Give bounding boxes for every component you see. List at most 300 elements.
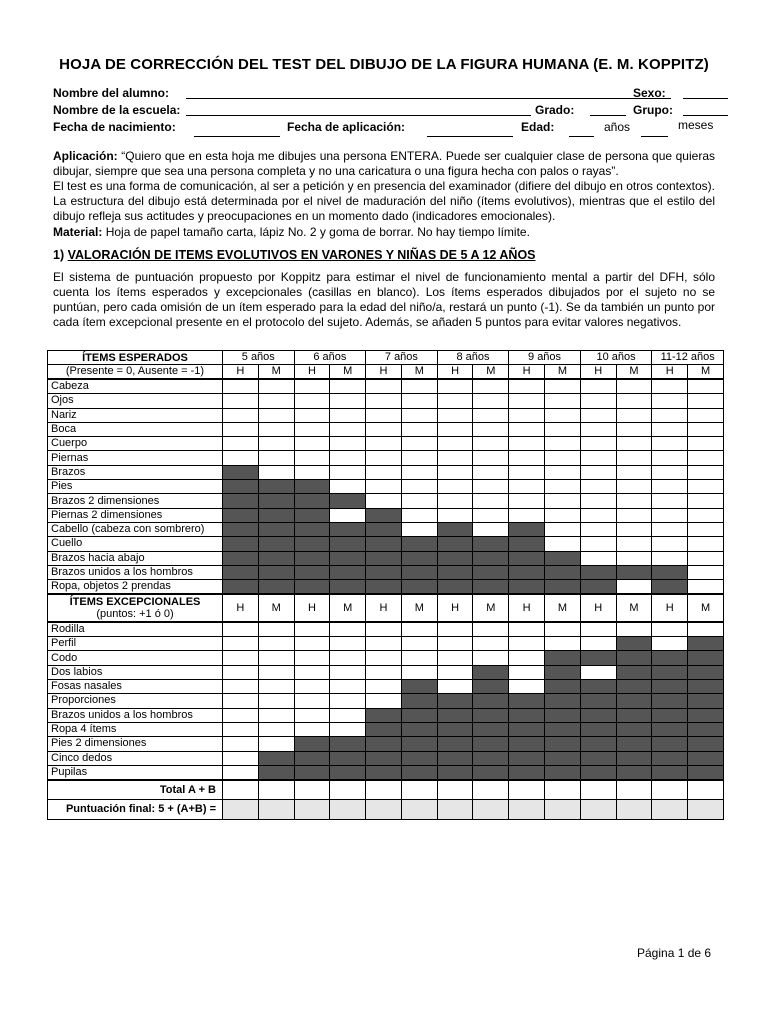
shaded-cell (545, 665, 581, 679)
score-cell[interactable] (652, 422, 688, 436)
score-cell[interactable] (580, 451, 616, 465)
score-cell[interactable] (509, 494, 545, 508)
score-cell[interactable] (580, 422, 616, 436)
score-cell[interactable] (688, 422, 724, 436)
final-score-cell[interactable] (437, 800, 473, 820)
sex-header: M (545, 594, 581, 622)
shaded-cell (330, 737, 366, 751)
score-cell[interactable] (294, 437, 330, 451)
score-cell[interactable] (437, 451, 473, 465)
score-cell[interactable] (294, 379, 330, 394)
final-score-cell[interactable] (545, 800, 581, 820)
final-score-cell[interactable] (223, 800, 259, 820)
score-cell[interactable] (509, 451, 545, 465)
score-cell[interactable] (366, 394, 402, 408)
final-score-cell[interactable] (473, 800, 509, 820)
score-cell[interactable] (616, 494, 652, 508)
score-cell[interactable] (580, 551, 616, 565)
shaded-cell (330, 551, 366, 565)
score-cell[interactable] (688, 622, 724, 637)
score-cell[interactable] (294, 680, 330, 694)
score-cell[interactable] (330, 394, 366, 408)
item-label: Piernas (48, 451, 223, 465)
shaded-cell (688, 765, 724, 780)
aplicacion-label: Aplicación: (53, 149, 118, 163)
score-cell[interactable] (545, 494, 581, 508)
score-cell[interactable] (437, 379, 473, 394)
score-cell[interactable] (580, 437, 616, 451)
score-cell[interactable] (652, 480, 688, 494)
score-cell[interactable] (330, 465, 366, 479)
score-cell[interactable] (473, 394, 509, 408)
score-cell[interactable] (258, 680, 294, 694)
shaded-cell (545, 708, 581, 722)
score-cell[interactable] (616, 451, 652, 465)
total-cell[interactable] (473, 780, 509, 800)
score-cell[interactable] (223, 622, 259, 637)
score-cell[interactable] (437, 437, 473, 451)
score-cell[interactable] (401, 508, 437, 522)
score-cell[interactable] (437, 680, 473, 694)
score-cell[interactable] (688, 551, 724, 565)
score-cell[interactable] (652, 551, 688, 565)
score-cell[interactable] (616, 508, 652, 522)
final-score-cell[interactable] (294, 800, 330, 820)
score-cell[interactable] (580, 465, 616, 479)
fecha-aplicacion-field[interactable] (427, 124, 513, 137)
final-score-cell[interactable] (580, 800, 616, 820)
score-cell[interactable] (616, 580, 652, 595)
score-cell[interactable] (473, 508, 509, 522)
shaded-cell (652, 751, 688, 765)
score-cell[interactable] (580, 522, 616, 536)
score-cell[interactable] (688, 394, 724, 408)
total-cell[interactable] (294, 780, 330, 800)
score-cell[interactable] (652, 622, 688, 637)
score-cell[interactable] (258, 408, 294, 422)
score-cell[interactable] (294, 451, 330, 465)
score-cell[interactable] (509, 379, 545, 394)
score-cell[interactable] (509, 665, 545, 679)
score-cell[interactable] (688, 465, 724, 479)
score-cell[interactable] (545, 508, 581, 522)
score-cell[interactable] (223, 394, 259, 408)
score-cell[interactable] (258, 394, 294, 408)
score-cell[interactable] (437, 408, 473, 422)
final-score-cell[interactable] (652, 800, 688, 820)
score-cell[interactable] (401, 465, 437, 479)
score-cell[interactable] (437, 622, 473, 637)
score-cell[interactable] (509, 622, 545, 637)
score-cell[interactable] (366, 694, 402, 708)
score-cell[interactable] (509, 394, 545, 408)
score-cell[interactable] (437, 508, 473, 522)
score-cell[interactable] (509, 680, 545, 694)
shaded-cell (580, 708, 616, 722)
item-row (48, 480, 724, 494)
score-cell[interactable] (688, 522, 724, 536)
total-cell[interactable] (580, 780, 616, 800)
score-cell[interactable] (294, 694, 330, 708)
score-cell[interactable] (294, 422, 330, 436)
sex-header: M (473, 594, 509, 622)
score-cell[interactable] (401, 422, 437, 436)
score-cell[interactable] (545, 451, 581, 465)
score-cell[interactable] (509, 422, 545, 436)
score-cell[interactable] (652, 494, 688, 508)
score-cell[interactable] (401, 437, 437, 451)
score-cell[interactable] (688, 379, 724, 394)
shaded-cell (616, 765, 652, 780)
score-cell[interactable] (545, 637, 581, 651)
score-cell[interactable] (616, 522, 652, 536)
score-cell[interactable] (688, 408, 724, 422)
score-cell[interactable] (580, 637, 616, 651)
score-cell[interactable] (688, 508, 724, 522)
score-cell[interactable] (258, 622, 294, 637)
score-cell[interactable] (437, 637, 473, 651)
score-cell[interactable] (545, 379, 581, 394)
total-cell[interactable] (258, 780, 294, 800)
score-cell[interactable] (437, 651, 473, 665)
score-cell[interactable] (330, 437, 366, 451)
shaded-cell (473, 565, 509, 579)
score-cell[interactable] (401, 665, 437, 679)
score-cell[interactable] (509, 508, 545, 522)
score-cell[interactable] (366, 665, 402, 679)
shaded-cell (437, 580, 473, 595)
score-cell[interactable] (652, 437, 688, 451)
score-cell[interactable] (580, 665, 616, 679)
score-cell[interactable] (366, 422, 402, 436)
nombre-escuela-field[interactable] (186, 103, 531, 116)
score-cell[interactable] (509, 408, 545, 422)
section-title: VALORACIÓN DE ITEMS EVOLUTIVOS EN VARONES Y NIÑAS DE 5 A 12 AÑOS (67, 248, 536, 262)
score-cell[interactable] (223, 708, 259, 722)
score-cell[interactable] (473, 494, 509, 508)
grupo-field[interactable] (683, 103, 728, 116)
item-row (48, 451, 724, 465)
score-cell[interactable] (330, 508, 366, 522)
score-cell[interactable] (652, 379, 688, 394)
item-label: Fosas nasales (48, 680, 223, 694)
score-cell[interactable] (330, 422, 366, 436)
section-number: 1) (53, 248, 65, 262)
grado-field[interactable] (590, 103, 626, 116)
score-cell[interactable] (616, 480, 652, 494)
score-cell[interactable] (330, 665, 366, 679)
score-cell[interactable] (258, 737, 294, 751)
score-cell[interactable] (437, 480, 473, 494)
score-cell[interactable] (473, 437, 509, 451)
shaded-cell (223, 537, 259, 551)
score-cell[interactable] (330, 680, 366, 694)
score-cell[interactable] (437, 465, 473, 479)
score-cell[interactable] (223, 694, 259, 708)
score-cell[interactable] (545, 394, 581, 408)
score-cell[interactable] (366, 494, 402, 508)
score-cell[interactable] (473, 465, 509, 479)
score-cell[interactable] (616, 622, 652, 637)
score-cell[interactable] (330, 451, 366, 465)
score-cell[interactable] (473, 522, 509, 536)
score-cell[interactable] (473, 408, 509, 422)
score-cell[interactable] (473, 637, 509, 651)
score-cell[interactable] (580, 537, 616, 551)
score-cell[interactable] (366, 437, 402, 451)
score-cell[interactable] (223, 437, 259, 451)
shaded-cell (294, 580, 330, 595)
score-cell[interactable] (580, 379, 616, 394)
score-cell[interactable] (223, 722, 259, 736)
score-cell[interactable] (509, 651, 545, 665)
final-score-cell[interactable] (330, 800, 366, 820)
shaded-cell (437, 522, 473, 536)
score-cell[interactable] (509, 437, 545, 451)
nombre-alumno-label: Nombre del alumno: (53, 86, 170, 100)
final-score-cell[interactable] (688, 800, 724, 820)
score-cell[interactable] (223, 637, 259, 651)
final-score-cell[interactable] (401, 800, 437, 820)
score-cell[interactable] (580, 408, 616, 422)
score-cell[interactable] (437, 394, 473, 408)
score-cell[interactable] (545, 408, 581, 422)
score-cell[interactable] (652, 451, 688, 465)
score-cell[interactable] (437, 422, 473, 436)
sex-header: M (688, 365, 724, 380)
score-cell[interactable] (258, 665, 294, 679)
score-cell[interactable] (652, 408, 688, 422)
score-cell[interactable] (330, 408, 366, 422)
score-cell[interactable] (545, 480, 581, 494)
item-label: Dos labios (48, 665, 223, 679)
score-cell[interactable] (366, 637, 402, 651)
item-label: Cinco dedos (48, 751, 223, 765)
final-score-cell[interactable] (509, 800, 545, 820)
score-cell[interactable] (545, 437, 581, 451)
score-cell[interactable] (401, 379, 437, 394)
final-score-cell[interactable] (616, 800, 652, 820)
score-cell[interactable] (330, 622, 366, 637)
shaded-cell (473, 680, 509, 694)
score-cell[interactable] (366, 480, 402, 494)
final-score-label: Puntuación final: 5 + (A+B) = (48, 800, 223, 820)
material-paragraph (53, 225, 715, 240)
score-cell[interactable] (258, 422, 294, 436)
score-cell[interactable] (616, 537, 652, 551)
shaded-cell (509, 537, 545, 551)
score-cell[interactable] (223, 765, 259, 780)
score-cell[interactable] (330, 651, 366, 665)
shaded-cell (223, 551, 259, 565)
score-cell[interactable] (473, 379, 509, 394)
material-label: Material: (53, 225, 103, 239)
score-cell[interactable] (616, 465, 652, 479)
score-cell[interactable] (473, 651, 509, 665)
edad-meses-field[interactable] (641, 124, 668, 137)
score-cell[interactable] (223, 422, 259, 436)
score-cell[interactable] (258, 651, 294, 665)
total-cell[interactable] (545, 780, 581, 800)
score-cell[interactable] (688, 565, 724, 579)
material-text: Hoja de papel tamaño carta, lápiz No. 2 y goma de borrar. No hay tiempo límite. (105, 225, 530, 239)
score-cell[interactable] (258, 708, 294, 722)
score-cell[interactable] (616, 408, 652, 422)
final-score-cell[interactable] (258, 800, 294, 820)
score-cell[interactable] (401, 480, 437, 494)
score-cell[interactable] (509, 465, 545, 479)
score-cell[interactable] (294, 622, 330, 637)
score-cell[interactable] (580, 508, 616, 522)
score-cell[interactable] (652, 522, 688, 536)
score-cell[interactable] (223, 737, 259, 751)
score-cell[interactable] (294, 465, 330, 479)
score-cell[interactable] (509, 637, 545, 651)
score-cell[interactable] (580, 480, 616, 494)
score-cell[interactable] (652, 537, 688, 551)
score-cell[interactable] (616, 422, 652, 436)
score-cell[interactable] (294, 708, 330, 722)
score-cell[interactable] (366, 408, 402, 422)
score-cell[interactable] (473, 480, 509, 494)
total-cell[interactable] (330, 780, 366, 800)
score-cell[interactable] (294, 394, 330, 408)
shaded-cell (366, 537, 402, 551)
nombre-alumno-field[interactable] (186, 86, 671, 99)
score-cell[interactable] (401, 637, 437, 651)
total-cell[interactable] (688, 780, 724, 800)
fecha-nacimiento-field[interactable] (194, 124, 280, 137)
score-cell[interactable] (294, 637, 330, 651)
score-cell[interactable] (366, 465, 402, 479)
score-cell[interactable] (688, 480, 724, 494)
item-label: Proporciones (48, 694, 223, 708)
score-cell[interactable] (545, 622, 581, 637)
score-cell[interactable] (688, 580, 724, 595)
total-cell[interactable] (223, 780, 259, 800)
score-cell[interactable] (580, 622, 616, 637)
score-cell[interactable] (616, 437, 652, 451)
score-cell[interactable] (223, 408, 259, 422)
score-cell[interactable] (545, 537, 581, 551)
score-cell[interactable] (401, 394, 437, 408)
shaded-cell (509, 551, 545, 565)
score-cell[interactable] (330, 480, 366, 494)
score-cell[interactable] (688, 537, 724, 551)
shaded-cell (580, 680, 616, 694)
total-cell[interactable] (366, 780, 402, 800)
score-cell[interactable] (258, 694, 294, 708)
score-cell[interactable] (258, 637, 294, 651)
shaded-cell (688, 751, 724, 765)
edad-anios-field[interactable] (569, 124, 594, 137)
score-cell[interactable] (580, 394, 616, 408)
score-cell[interactable] (473, 622, 509, 637)
score-cell[interactable] (223, 680, 259, 694)
score-cell[interactable] (258, 451, 294, 465)
score-cell[interactable] (652, 394, 688, 408)
score-cell[interactable] (401, 494, 437, 508)
total-cell[interactable] (652, 780, 688, 800)
score-cell[interactable] (473, 422, 509, 436)
item-label: Rodilla (48, 622, 223, 637)
score-cell[interactable] (258, 379, 294, 394)
total-cell[interactable] (437, 780, 473, 800)
shaded-cell (580, 737, 616, 751)
score-cell[interactable] (330, 722, 366, 736)
item-label: Pies (48, 480, 223, 494)
shaded-cell (616, 751, 652, 765)
score-cell[interactable] (401, 622, 437, 637)
score-cell[interactable] (258, 722, 294, 736)
total-cell[interactable] (616, 780, 652, 800)
score-cell[interactable] (545, 422, 581, 436)
score-cell[interactable] (258, 437, 294, 451)
score-cell[interactable] (437, 665, 473, 679)
score-cell[interactable] (366, 622, 402, 637)
score-cell[interactable] (294, 665, 330, 679)
score-cell[interactable] (616, 379, 652, 394)
item-row (48, 408, 724, 422)
score-cell[interactable] (580, 494, 616, 508)
score-cell[interactable] (223, 379, 259, 394)
score-cell[interactable] (401, 451, 437, 465)
score-cell[interactable] (652, 637, 688, 651)
score-cell[interactable] (294, 408, 330, 422)
score-cell[interactable] (223, 751, 259, 765)
score-cell[interactable] (616, 551, 652, 565)
score-cell[interactable] (294, 722, 330, 736)
total-label: Total A + B (48, 780, 223, 800)
score-cell[interactable] (330, 637, 366, 651)
score-cell[interactable] (652, 508, 688, 522)
score-cell[interactable] (401, 651, 437, 665)
score-cell[interactable] (652, 465, 688, 479)
score-cell[interactable] (688, 437, 724, 451)
score-cell[interactable] (223, 451, 259, 465)
score-cell[interactable] (330, 694, 366, 708)
score-cell[interactable] (330, 708, 366, 722)
score-cell[interactable] (401, 522, 437, 536)
score-cell[interactable] (366, 379, 402, 394)
score-cell[interactable] (294, 651, 330, 665)
score-cell[interactable] (688, 494, 724, 508)
final-score-cell[interactable] (366, 800, 402, 820)
score-cell[interactable] (509, 480, 545, 494)
shaded-cell (401, 694, 437, 708)
age-header: 8 años (437, 351, 509, 365)
score-cell[interactable] (366, 451, 402, 465)
score-cell[interactable] (545, 522, 581, 536)
score-cell[interactable] (366, 651, 402, 665)
score-cell[interactable] (330, 379, 366, 394)
score-cell[interactable] (366, 680, 402, 694)
score-cell[interactable] (616, 394, 652, 408)
score-cell[interactable] (223, 665, 259, 679)
score-cell[interactable] (688, 451, 724, 465)
score-cell[interactable] (401, 408, 437, 422)
score-cell[interactable] (545, 465, 581, 479)
total-cell[interactable] (401, 780, 437, 800)
shaded-cell (580, 751, 616, 765)
score-cell[interactable] (473, 451, 509, 465)
shaded-cell (437, 751, 473, 765)
score-cell[interactable] (437, 494, 473, 508)
score-cell[interactable] (223, 651, 259, 665)
sexo-field[interactable] (683, 86, 728, 99)
score-cell[interactable] (258, 465, 294, 479)
total-cell[interactable] (509, 780, 545, 800)
